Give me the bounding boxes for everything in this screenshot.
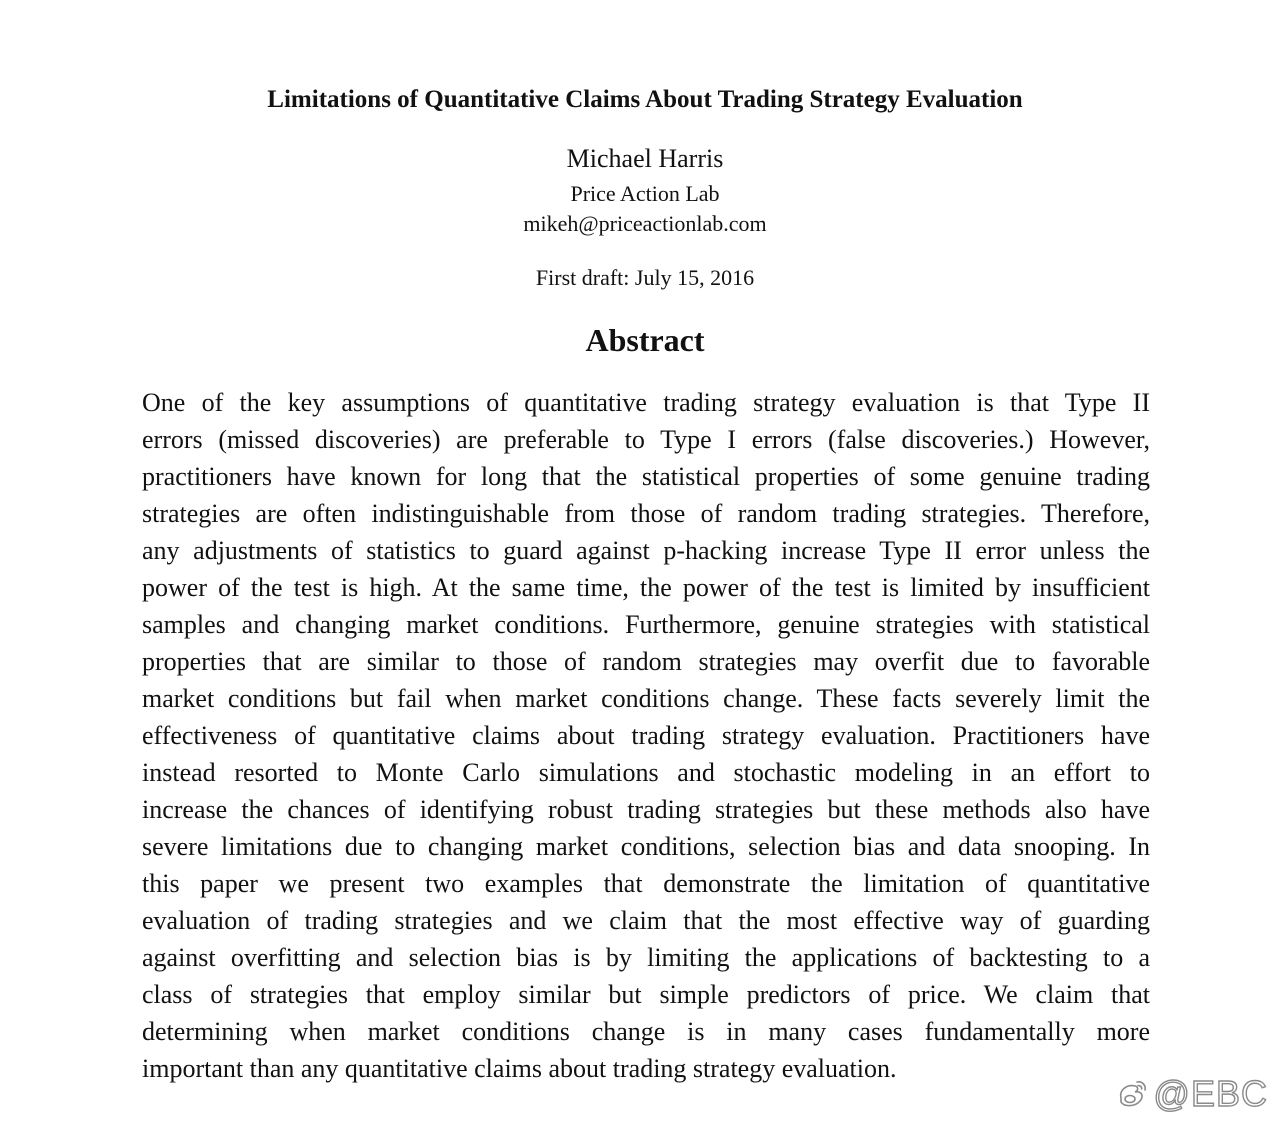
abstract-line: severe limitations due to changing market conditions, selection bias and data snooping. In bbox=[142, 832, 1150, 861]
author-affiliation: Price Action Lab bbox=[570, 181, 720, 206]
abstract-line: increase the chances of identifying robust trading strategies but these methods also have bbox=[142, 795, 1150, 824]
abstract-line: samples and changing market conditions. Furthermore, genuine strategies with statistical bbox=[142, 610, 1150, 639]
abstract-line: evaluation of trading strategies and we claim that the most effective way of guarding bbox=[142, 906, 1150, 935]
abstract-line: any adjustments of statistics to guard against p-hacking increase Type II error unless the bbox=[142, 536, 1150, 565]
abstract-heading: Abstract bbox=[585, 322, 705, 358]
abstract-line: effectiveness of quantitative claims about trading strategy evaluation. Practitioners have bbox=[142, 721, 1150, 750]
abstract-line: power of the test is high. At the same time, the power of the test is limited by insufficient bbox=[142, 573, 1150, 602]
draft-date: First draft: July 15, 2016 bbox=[535, 265, 755, 290]
abstract-line: this paper we present two examples that demonstrate the limitation of quantitative bbox=[142, 869, 1150, 898]
abstract-line: properties that are similar to those of random strategies may overfit due to favorable bbox=[142, 647, 1150, 676]
abstract-line: important than any quantitative claims about trading strategy evaluation. bbox=[142, 1054, 897, 1083]
abstract-line: One of the key assumptions of quantitative trading strategy evaluation is that Type II bbox=[142, 388, 1150, 417]
abstract-line: class of strategies that employ similar but simple predictors of price. We claim that bbox=[142, 980, 1150, 1009]
abstract-line: strategies are often indistinguishable from those of random trading strategies. Therefore, bbox=[142, 499, 1150, 528]
abstract-line: practitioners have known for long that the statistical properties of some genuine trading bbox=[142, 462, 1150, 491]
abstract-line: instead resorted to Monte Carlo simulations and stochastic modeling in an effort to bbox=[142, 758, 1150, 787]
weibo-logo-icon bbox=[1115, 1076, 1151, 1112]
abstract-line: determining when market conditions change is in many cases fundamentally more bbox=[142, 1017, 1150, 1046]
author-name: Michael Harris bbox=[566, 144, 724, 173]
abstract-line: market conditions but fail when market conditions change. These facts severely limit the bbox=[142, 684, 1150, 713]
abstract-body bbox=[142, 384, 1150, 1087]
watermark bbox=[1115, 1074, 1268, 1114]
abstract-line: errors (missed discoveries) are preferable to Type I errors (false discoveries.) However, bbox=[142, 425, 1150, 454]
watermark-text: @EBC bbox=[1153, 1073, 1268, 1114]
author-email: mikeh@priceactionlab.com bbox=[523, 211, 767, 236]
paper-title: Limitations of Quantitative Claims About Trading Strategy Evaluation bbox=[267, 86, 1023, 113]
abstract-line: against overfitting and selection bias is by limiting the applications of backtesting to a bbox=[142, 943, 1150, 972]
